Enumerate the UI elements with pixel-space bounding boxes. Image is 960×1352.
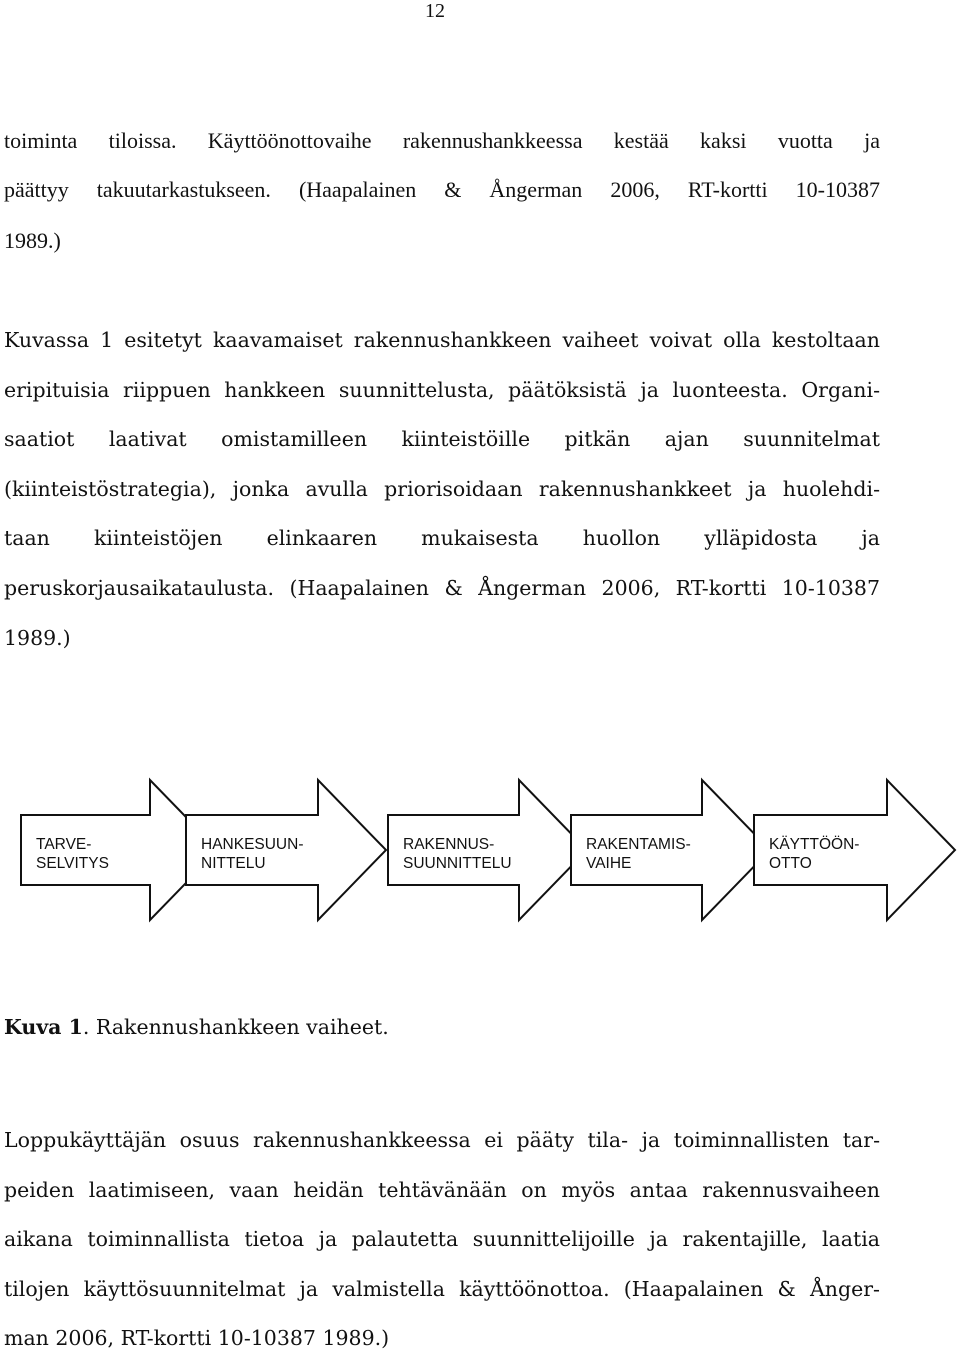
phase-4-label-line-2: VAIHE xyxy=(586,855,632,872)
paragraph-3-line-5: man 2006, RT-kortti 10-10387 1989.) xyxy=(4,1326,390,1350)
phase-1-label-line-1: TARVE- xyxy=(36,836,92,853)
phase-2-label-line-2: NITTELU xyxy=(201,855,266,872)
paragraph-1-line-3: 1989.) xyxy=(4,228,61,253)
phase-3-label-line-1: RAKENNUS- xyxy=(403,836,495,853)
paragraph-2-line-4: (kiinteistöstrategia), jonka avulla priorisoidaan rakennushankkeet ja huolehdi- xyxy=(4,477,880,501)
paragraph-2-line-2: eripituisia riippuen hankkeen suunnittelusta, päätöksistä ja luonteesta. Organi- xyxy=(4,378,880,402)
paragraph-1-line-2: päättyy takuutarkastukseen. (Haapalainen & Ångerman 2006, RT-kortti 10-10387 xyxy=(4,177,880,202)
figure-caption-text: . Rakennushankkeen vaiheet. xyxy=(82,1015,389,1039)
phase-5-label-line-1: KÄYTTÖÖN- xyxy=(769,836,860,853)
phase-3-label-line-2: SUUNNITTELU xyxy=(403,855,512,872)
paragraph-2-line-5: taan kiinteistöjen elinkaaren mukaisesta huollon ylläpidosta ja xyxy=(4,526,880,550)
phase-2-label-line-1: HANKESUUN- xyxy=(201,836,304,853)
paragraph-3-line-4: tilojen käyttösuunnitelmat ja valmistella käyttöönottoa. (Haapalainen & Ånger- xyxy=(4,1277,880,1301)
paragraph-3-line-1: Loppukäyttäjän osuus rakennushankkeessa ei pääty tila- ja toiminnallisten tar- xyxy=(4,1128,880,1152)
paragraph-2-line-3: saatiot laativat omistamilleen kiinteistöille pitkän ajan suunnitelmat xyxy=(4,427,880,451)
figure-caption-label: Kuva 1 xyxy=(4,1015,83,1039)
phase-4-label-line-1: RAKENTAMIS- xyxy=(586,836,691,853)
page-number: 12 xyxy=(425,0,445,22)
paragraph-3-line-2: peiden laatimiseen, vaan heidän tehtävänään on myös antaa rakennusvaiheen xyxy=(4,1178,880,1202)
phase-5-label-line-2: OTTO xyxy=(769,855,812,872)
paragraph-1-line-1: toiminta tiloissa. Käyttöönottovaihe rakennushankkeessa kestää kaksi vuotta ja xyxy=(4,128,880,153)
phase-1-label-line-2: SELVITYS xyxy=(36,855,109,872)
phase-arrow-diagram xyxy=(0,770,960,960)
paragraph-3-line-3: aikana toiminnallista tietoa ja palautetta suunnittelijoille ja rakentajille, laatia xyxy=(4,1227,880,1251)
paragraph-2-line-6: peruskorjausaikataulusta. (Haapalainen & Ångerman 2006, RT-kortti 10-10387 xyxy=(4,576,880,600)
paragraph-2-line-7: 1989.) xyxy=(4,626,71,650)
paragraph-2-line-1: Kuvassa 1 esitetyt kaavamaiset rakennushankkeen vaiheet voivat olla kestoltaan xyxy=(4,328,880,352)
figure-caption xyxy=(4,1014,389,1040)
